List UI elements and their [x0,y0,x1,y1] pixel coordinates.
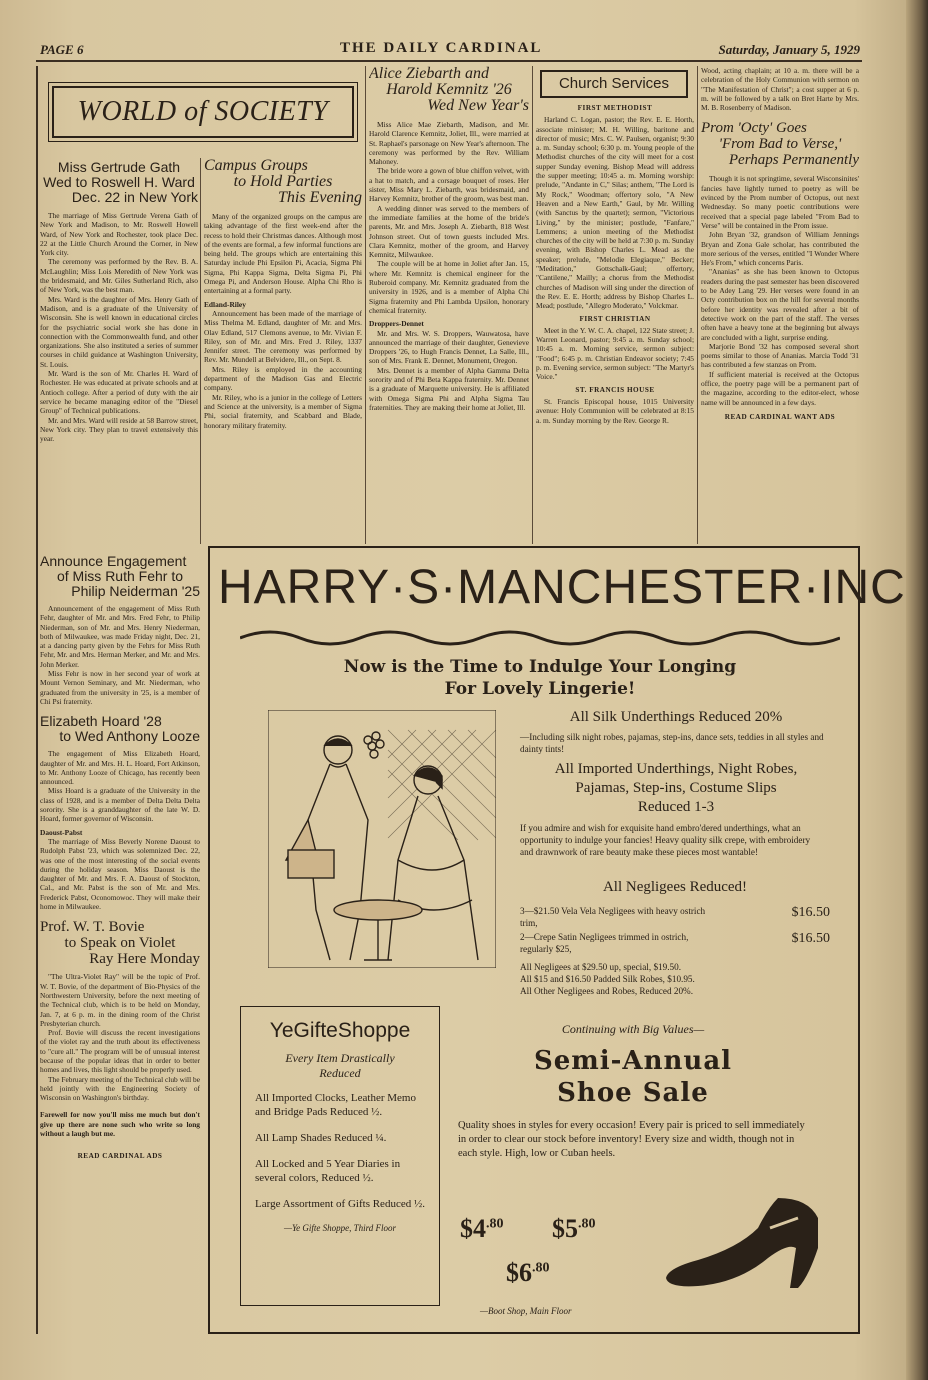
left-lower-column: Announce Engagement of Miss Ruth Fehr to Philip Neiderman '25 Announcement of the engagement of Miss Ruth Fehr, daughter of Mr. and Mrs. Fred Fehr, to Philip Niederman, son of Mr. and Mrs. Henry Niederman, both of Milwaukee, was made Friday night, Dec. 21, at a dancing party given by the Fehrs for Miss Ruth Fehr, Mr. and Mrs. Herman Merker, and Mr. and Mrs. John Merker. Miss Fehr is now in her second year of work at Mount Vernon Seminary, and Mr. Niederman, who graduated from the university in '25, is a member of Chi Psi fraternity. Elizabeth Hoard '28 to Wed Anthony Looze The engagement of Miss Elizabeth Hoard, daughter of Mr. and Mrs. H. L. Hoard, Fort Atkinson, to Mr. Anthony Looze of Chicago, has recently been announced. Miss Hoard is a graduate of the University in the class of 1928, and is a member of Delta Delta Delta sorority. She is a granddaughter of the late W. D. Hoard, former governor of Wisconsin. Daoust-Pabst The marriage of Miss Beverly Norene Daoust to Rudolph Pabst '23, which was solemnized Dec. 22, was one of the most interesting of the social events during the holiday season. Miss Daoust is the daughter of Mr. and Mrs. F. A. Daoust of Stockton, Cal., and Mr. Pabst is the son of Mr. and Mrs. Frederick Pabst, Oconomowoc. They will make their home in Milwaukee. Prof. W. T. Bovie to Speak on Violet Ray Here Monday "The Ultra-Violet Ray" will be the topic of Prof. W. T. Bovie, of the department of Bio-Physics of the Northwestern University, before the next meeting of the Technical club, which is to be held on Monday, Jan. 7, at 6 p. m. in the dining room of the Christ Presbyterian church. Prof. Bovie will discuss the recent investigations of the violet ray and the truth about its effectiveness to "cure all." The program will be of unusual interest because of the popular ideas that in order to better homes and lives, this light should be properly used. The February meeting of the Technical club will be held jointly with the Engineering Society of Wisconsin on Washington's birthday. Farewell for now you'll miss me much but don't give up there are none such who write so long without a laugh but me. READ CARDINAL ADS [40,554,200,1161]
section-title: WORLD of SOCIETY [52,86,354,138]
page-edge-shadow [906,0,928,1380]
header-rule [36,60,862,62]
article-octy: Wood, acting chaplain; at 10 a. m. there will be a celebration of the Holy Communion with sermon on "The Manifestation of Christ"; a cost supper at 6 p. m. will be followed by a talk on Bret Harte by Mrs. M. B. Rosenberry of Madison. Prom 'Octy' Goes 'From Bad to Verse,' Perhaps Permanently Though it is not springtime, several Wisconsinites' fancies have lightly turned to poetry as will be evinced by the Prom number of Octopus, out next Wednesday. So many poetic contributions were received that a special page labeled "From Bad to Verse" will be contained in the Prom issue. John Bryan '32, grandson of William Jennings Bryan and Zona Gale scholar, has contributed the more serious of the verses, entitled "I Wonder Where He's From," which concerns Paris. "Ananias" as she has been known to Octopus readers during the past semester has been discovered to be Adey Lang '29. Her verses were found in an Octy contribution box on the hill for several months before her identity was revealed after a bit of detective work on the part of the staff. The verses often have a heavy tone at the beginning but always are concluded with a light, surprise ending. Marjorie Bond '32 has composed several short poems similar to those of Ananias. Marcia Todd '31 has contributed a few stanzas on Prom. If sufficient material is received at the Octopus office, the poetry page will be a permanent part of the magazine, according to the editor-elect, whose name will be announced in a few days. READ CARDINAL WANT ADS [701,66,859,421]
subhead-daoust-pabst: Daoust-Pabst [40,827,83,837]
imported-underthings-block: All Imported Underthings, Night Robes, Pajamas, Step-ins, Costume Slips Reduced 1-3 [554,761,798,815]
column-rule [200,158,201,544]
price-3: $\$6^{.80}$ [506,1258,550,1287]
column-rule [365,66,366,544]
headline-campus: Campus Groups to Hold Parties This Evening [204,158,362,206]
headline-hoard: Elizabeth Hoard '28 to Wed Anthony Looze [40,713,200,745]
shoe-prices: $\$4^{.80}$ $\$5^{.80}$ $\$6^{.80}$ —Boot Shop, Main Floor [460,1214,596,1316]
church-first-methodist: FIRST METHODIST [577,104,653,112]
page-header [40,40,860,60]
imported-body: If you admire and wish for exquisite hand embro'dered underthings, what an opportunity to indulge your fancies! Heavy quality silk crepe, with embroidery and drawnwork of rare beauty make these pieces most wantable! [520,823,811,857]
headline-bovie: Prof. W. T. Bovie to Speak on Violet Ray Here Monday [40,919,200,968]
lingerie-illustration [268,710,496,968]
gifte-shoppe-box [240,1006,440,1306]
article-ziebarth: Alice Ziebarth and Harold Kemnitz '26 Wed New Year's Miss Alice Mae Ziebarth, Madison, and Mr. Harold Clarence Kemnitz, Joliet, Ill., were married at St. Raphael's parsonage on New Year's afternoon. The ceremony was performed by the Rev. William Mahoney. The bride wore a gown of blue chiffon velvet, with a hat to match, and a corsage bouquet of roses. Her sister, Miss Mary L. Ziebarth, was bridesmaid, and Harvey Kemnitz, brother of the groom, was best man. A wedding dinner was served to the members of the immediate families at the home of the bride's parents, Mr. and Mrs. Joseph A. Ziebarth, 818 West Johnson street. Out of town guests included Mrs. Clara Kemnitz, mother of the groom, and Harvey Kemnitz, Milwaukee. The couple will be at home in Joliet after Jan. 15, where Mr. Kemnitz is chemical engineer for the Ruberoid company. Mr. Kemnitz graduated from the university in 1926, and is a member of Alpha Chi Sigma fraternity and Phi Lambda Upsilon, honorary chemical fraternity. Droppers-Dennet Mr. and Mrs. W. S. Droppers, Wauwatosa, have announced the marriage of their daughter, Genevieve Droppers '26, to Hugh Francis Dennet, La Salle, Ill., son of Mrs. Frank E. Dennet, Monument, Oregon. Mrs. Dennet is a member of Alpha Gamma Delta sorority and of Phi Beta Kappa fraternity. Mr. Dennet is a graduate of Marquette university. He is affiliated with Omega Sigma Phi and Alpha Sigma Tau fraternities. They are making their home at Joliet, Ill. [369,66,529,412]
subhead-droppers-dennet: Droppers-Dennet [369,319,424,329]
farewell-note: Farewell for now you'll miss me much but don't give up there are none such who write so long without a laugh but me. [40,1110,200,1139]
shoe-illustration [658,1188,838,1298]
issue-date: Saturday, January 5, 1929 [718,42,860,57]
column-rule [532,66,533,544]
masthead: THE DAILY CARDINAL [340,40,543,56]
church-services: FIRST METHODIST Harland C. Logan, pastor; the Rev. E. E. Horth, associate minister; M. H. Willing, baritone and director of music; Mrs. C. W. Paulsen, organist; 9:30 a. m. Sunday school; 6:30 p. m. Young people of the Methodist churches of the city will meet for a cost supper Sunday evening. Bishop Mead will address the supper meeting; 10:45 a. m. Morning worship: prelude, "Andante in C," Silas; anthem, "The Lord is My Rock," Woodman; offertory solo, "A New Heaven and a New Earth," Gaul, by Mr. Willing (with Sanctus by the quartet); sermon, "Victorious Living," by the minister; postlude, "Fanfare," Lemmens; a union meeting of the Methodist churches of the city will be held at 7:30 p. m. Sunday evening, with Bishop Charles L. Mead as the speaker; prelude, "Melodie Elegiaque," Becker; "Meditation," Gottschalk-Gaul; offertory, "Cantilene," Mailly; a chorus from the Methodist churches of Madison will sing under the direction of the Rev. E. E. Horth; address by Bishop Charles L. Mead; postlude, "Allegro Moderato," Volckmar. FIRST CHRISTIAN Meet in the Y. W. C. A. chapel, 122 State street; J. Warren Leonard, pastor; 9:45 a. m. Sunday school; 10:45 a. m. Morning service, sermon subject: "Food"; 6:45 p. m. Christian Endeavor society; 7:45 p. m. Evening service, sermon subject: "The Martyr's Voice." ST. FRANCIS HOUSE St. Francis Episcopal house, 1015 University avenue: Holy Communion will be celebrated at 8:15 a. m. Sunday morning by the Rev. George R. [536,104,694,425]
gifte-items: All Imported Clocks, Leather Memo and Bridge Pads Reduced ½. All Lamp Shades Reduced ¼. All Locked and 5 Year Diaries in several colors, Reduced ½. Large Assortment of Gifts Reduced ½. —Ye Gifte Shoppe, Third Floor [255,1092,425,1233]
ad-tagline: Now is the Time to Indulge Your Longing For Lovely Lingerie! [343,657,737,699]
church-first-christian: FIRST CHRISTIAN [579,314,651,323]
gifte-shoppe-name: YeGifteShoppe [269,1019,411,1042]
column-rule [697,66,698,544]
church-services-title: Church Services [540,70,688,98]
negligee-block: All Negligees Reduced! 3—$21.50 Vela Vela Negligees with heavy ostrich trim, $16.50 2—Crepe Satin Negligees trimmed in ostrich, regularly $25, $16.50 All Negligees at $29.50 up, special, $19.50. All $15 and $16.50 Padded Silk Robes, $10.95. All Other Negligees and Robes, Reduced 20%. [520,879,830,996]
left-border-rule [36,66,38,1334]
headline-gath: Miss Gertrude Gath Wed to Roswell H. Ward Dec. 22 in New York [43,160,198,205]
read-cardinal-ads: READ CARDINAL ADS [77,1152,163,1161]
subhead-edland-riley: Edland-Riley [204,299,246,309]
store-name: HARRY·S·MANCHESTER·INC [218,561,906,614]
gifte-sub: Every Item Drastically Reduced [285,1051,395,1080]
silk-underthings-block: All Silk Underthings Reduced 20% —Including silk night robes, pajamas, step-ins, dance sets, teddies in all styles and dainty tints! [520,709,824,754]
headline-fehr: Announce Engagement of Miss Ruth Fehr to Philip Neiderman '25 [40,554,200,599]
price-2: $\$5^{.80}$ [552,1214,596,1243]
page-number: PAGE 6 [40,42,84,57]
price-1: $\$4^{.80}$ [460,1214,504,1243]
church-st-francis: ST. FRANCIS HOUSE [575,385,655,394]
headline-octy: Prom 'Octy' Goes 'From Bad to Verse,' Perhaps Permanently [701,120,859,169]
manchester-ad [208,546,906,1334]
article-campus: Campus Groups to Hold Parties This Evening Many of the organized groups on the campus are taking advantage of the first week-end after the recess to hold their Christmas dances. Although most of the events are formal, a few informal functions are being held. The groups which are entertaining this Saturday include Phi Epsilon Pi, Acacia, Sigma Phi Sigma, Phi Kappa Sigma, Delta Sigma Pi, Phi Omega Pi, and Anderson House. Alpha Chi Rho is entertaining at a formal party. Edland-Riley Announcement has been made of the marriage of Miss Thelma M. Edland, daughter of Mr. and Mrs. Olav Edland, 517 Clemons avenue, to Mr. Vivian F. Riley, son of Mr. and Mrs. Fred J. Riley, 1337 Jennifer street. The ceremony was performed by Rev. Mr. Mundell at Belvidere, Ill., on Sept. 8. Mrs. Riley is employed in the accounting department of the Madison Gas and Electric company. Mr. Riley, who is a junior in the college of Letters and Science at the university, is a member of Sigma Phi, social fraternity, and Scabbard and Blade, honorary military fraternity. [204,158,362,430]
read-cardinal-want-ads: READ CARDINAL WANT ADS [724,412,836,421]
headline-ziebarth: Alice Ziebarth and Harold Kemnitz '26 Wed New Year's [369,66,529,114]
article-gath: Miss Gertrude Gath Wed to Roswell H. Ward Dec. 22 in New York The marriage of Miss Gertrude Verena Gath of New York and Madison, to Mr. Roswell Howell Ward, of New York and Rochester, took place Dec. 22 at the Little Church Around the Corner, in New York city. The ceremony was performed by the Rev. B. A. McLaughlin; Miss Lois Meredith of New York was the bridesmaid, and Mr. Giles Sutherland Rich, also of New York, was the best man. Mrs. Ward is the daughter of Mrs. Henry Gath of Madison, and is a graduate of the University of Wisconsin. She is well known in educational circles for the psychiatric social work she has done in connection with the Commonwealth fund, and other organizations. She also instituted a series of summer courses in child guidance at Washington University, St. Louis. Mr. Ward is the son of Mr. Charles H. Ward of Rochester. He was educated at private schools and at Antioch college. After a period of duty with the air service he became managing editor of the "Diesel Group" of Technical publications. Mr. and Mrs. Ward will reside at 58 Barrow street, New York city. They plan to travel extensively this year. [40,160,198,444]
decorative-wave [240,628,840,648]
shoe-sale-block: Continuing with Big Values— Semi-Annual Shoe Sale Quality shoes in styles for every occasion! Every pair is priced to sell immediately in order to clear our stock before inventory! Every size and width, though not in each style. High, low or Cuban heels. [458,1022,805,1159]
